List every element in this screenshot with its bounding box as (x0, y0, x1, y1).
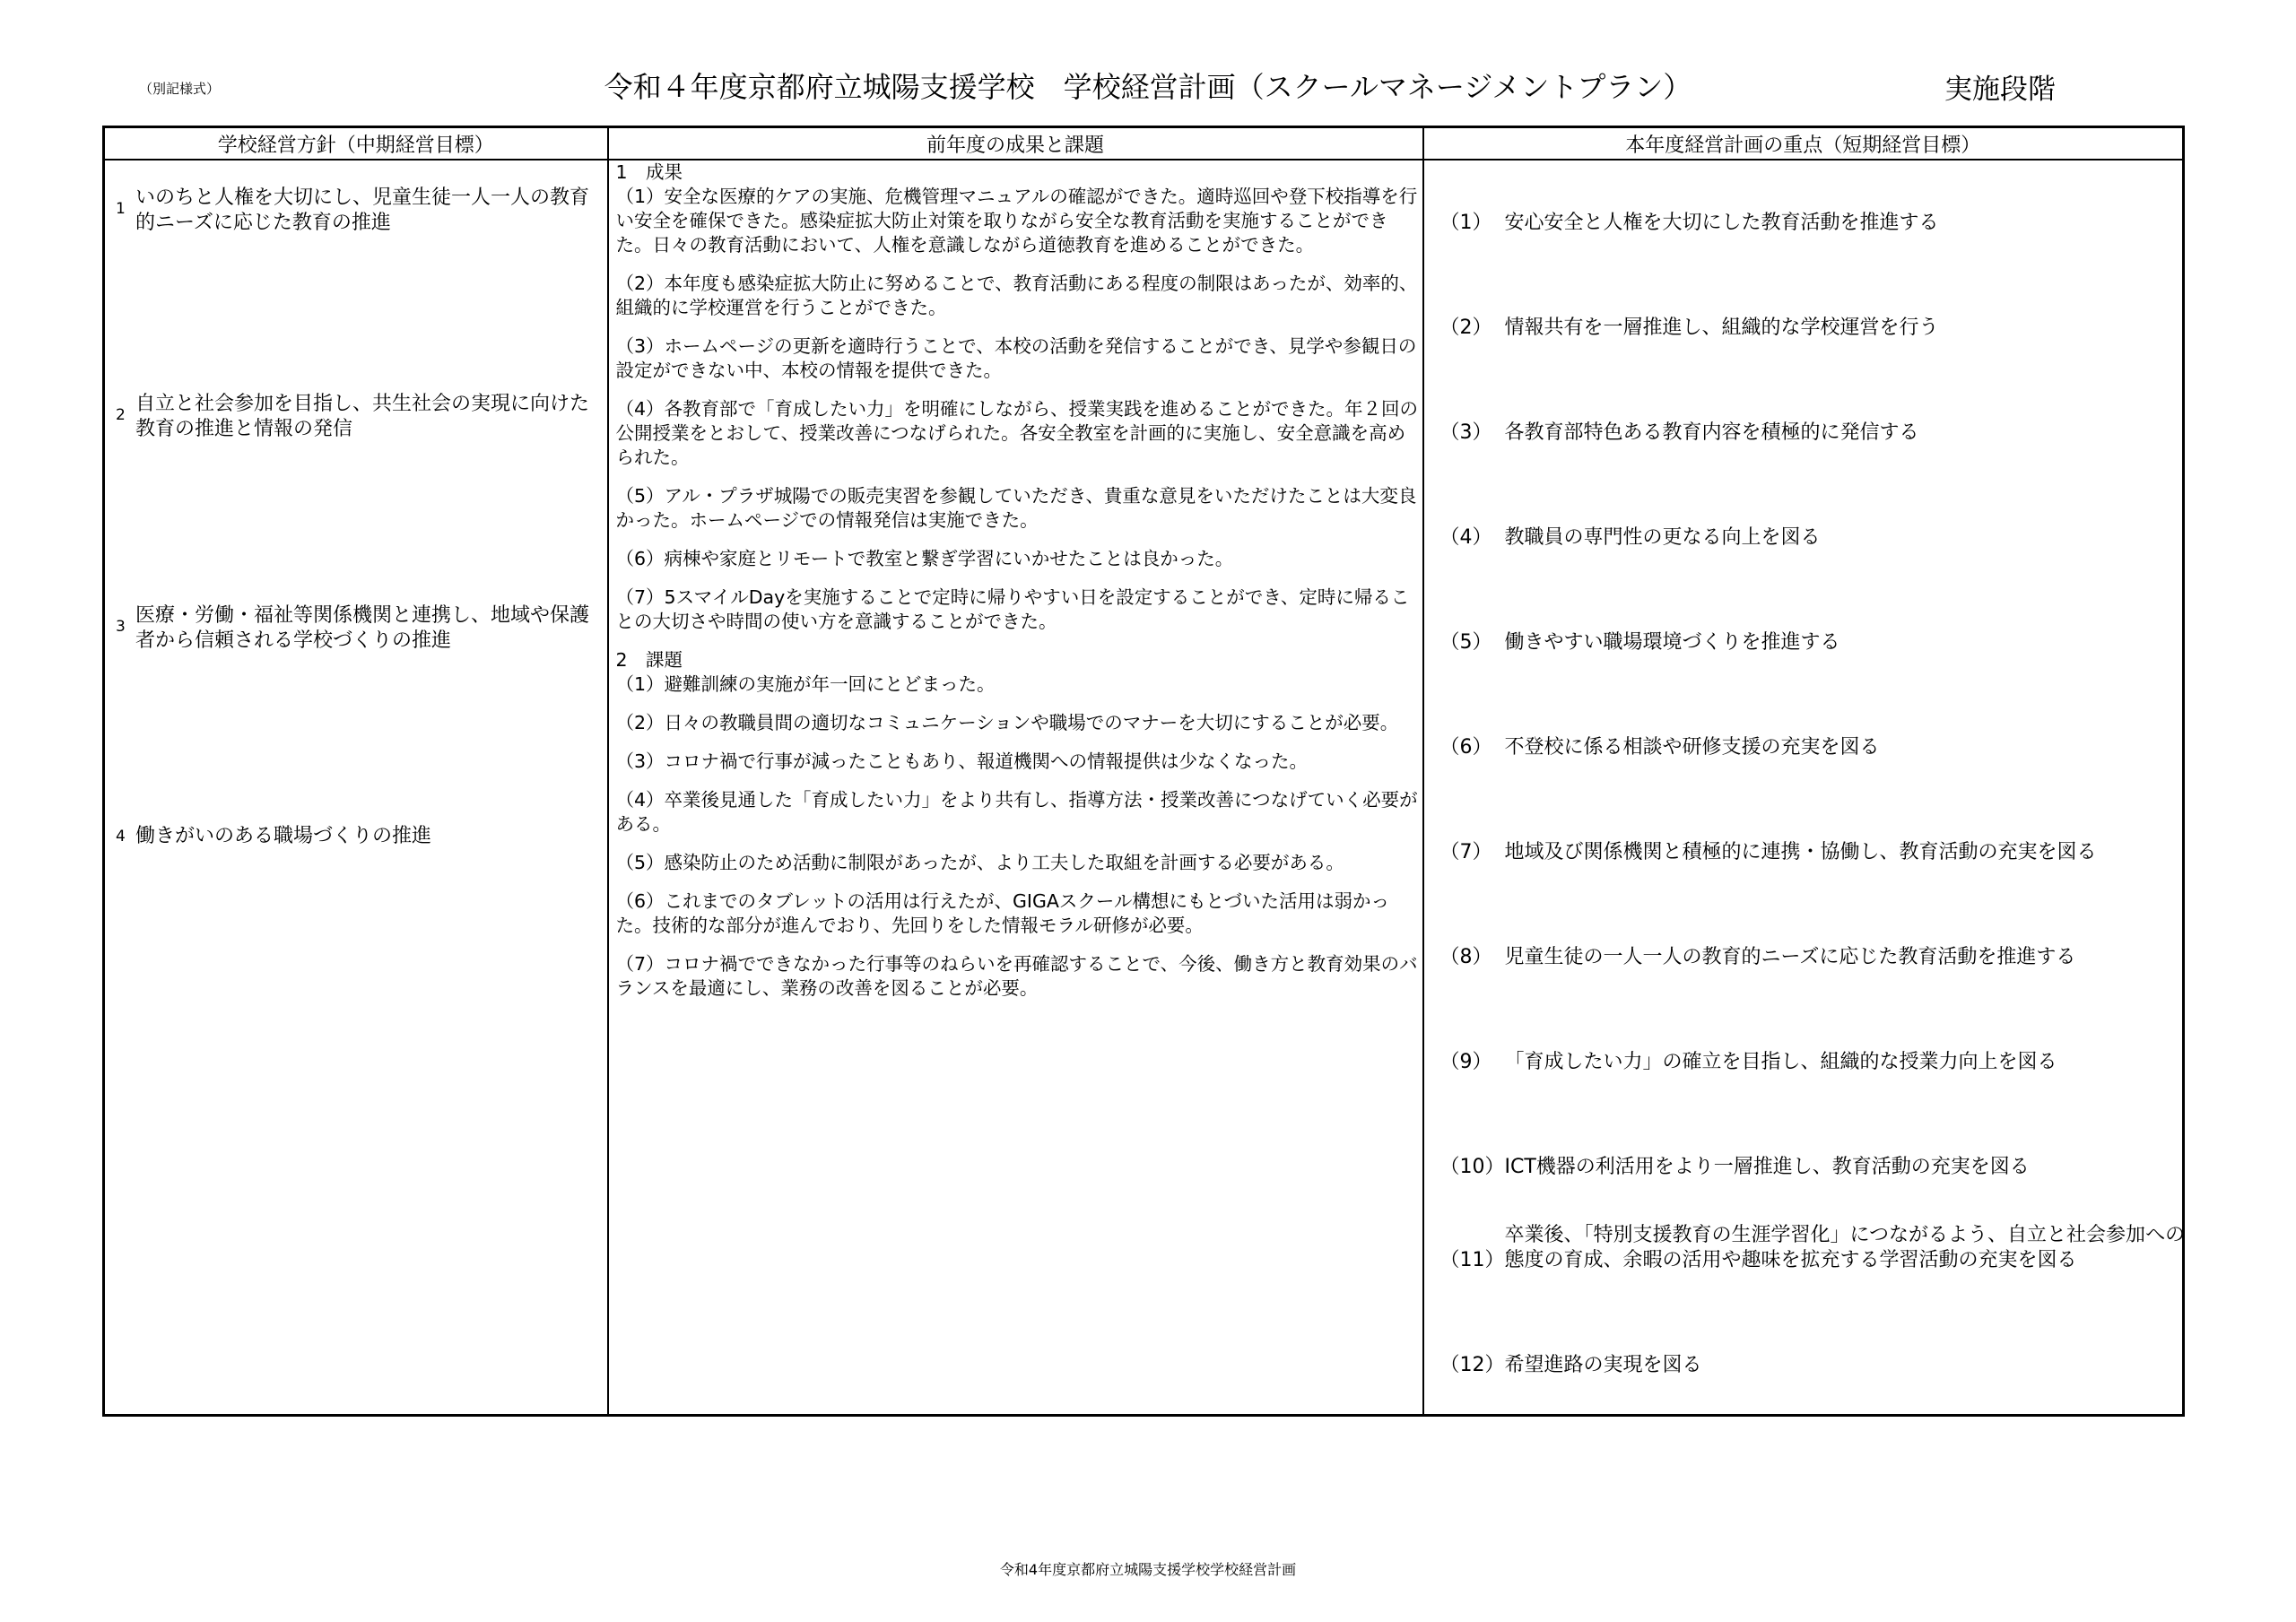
focus-item (1440, 945, 2194, 970)
result-item: （6）病棟や家庭とリモートで教室と繋ぎ学習にいかせたことは良かった。 (615, 548, 1234, 569)
focus-item (1440, 840, 2194, 865)
focus-item (1440, 1050, 2194, 1075)
focus-item (1440, 316, 2194, 341)
stage-label: 実施段階 (1944, 74, 2056, 106)
focus-item (1440, 421, 2194, 446)
issue-item: （2）日々の教職員間の適切なコミュニケーションや職場でのマナーを大切にすることが必要。 (615, 712, 1399, 733)
focus-text: 情報共有を一層推進し、組織的な学校運営を行う (1504, 317, 1939, 339)
review-cell (608, 160, 1423, 1416)
policy-number: 3 (116, 618, 126, 636)
table-header-row (104, 127, 2184, 160)
focus-cell (1423, 160, 2184, 1416)
focus-text: 「育成したい力」の確立を目指し、組織的な授業力向上を図る (1504, 1051, 2057, 1073)
focus-text: 教職員の専門性の更なる向上を図る (1504, 526, 1821, 549)
focus-number: （6） (1439, 736, 1492, 759)
review-content (616, 160, 1419, 1001)
issue-item: （7）コロナ禍でできなかった行事等のねらいを再確認することで、今後、働き方と教育効果のバランスを最適にし、業務の改善を図ることが必要。 (615, 953, 1418, 999)
focus-text: ICT機器の利活用をより一層推進し、教育活動の充実を図る (1504, 1156, 2030, 1178)
focus-number: （2） (1439, 317, 1492, 339)
focus-number: （3） (1439, 421, 1492, 444)
result-item: （3）ホームページの更新を適時行うことで、本校の活動を発信することができ、見学や参観日の設定ができない中、本校の情報を提供できた。 (615, 335, 1417, 381)
column-header-policy: 学校経営方針（中期経営目標） (104, 127, 608, 160)
focus-item (1440, 735, 2194, 760)
results-heading: 1 成果 (615, 161, 683, 183)
policy-text: 働きがいのある職場づくりの推進 (135, 825, 432, 847)
focus-text: 児童生徒の一人一人の教育的ニーズに応じた教育活動を推進する (1504, 946, 2076, 968)
issue-item: （4）卒業後見通した「育成したい力」をより共有し、指導方法・授業改善につなげていく必要がある。 (615, 789, 1418, 835)
issue-item: （1）避難訓練の実施が年一回にとどまった。 (615, 673, 996, 695)
page-footer: 令和4年度京都府立城陽支援学校学校経営計画 (999, 1561, 1297, 1578)
result-item: （4）各教育部で「育成したい力」を明確にしながら、授業実践を進めることができた。年２回の公開授業をとおして、授業改善につなげられた。各安全教室を計画的に実施し、安全意識を高められた。 (615, 398, 1419, 468)
focus-number: （11） (1439, 1249, 1505, 1271)
focus-number: （4） (1439, 526, 1492, 549)
focus-number: （5） (1439, 631, 1492, 654)
issue-item: （6）これまでのタブレットの活用は行えたが、GIGAスクール構想にもとづいた活用は弱かった。技術的な部分が進んでおり、先回りをした情報モラル研修が必要。 (615, 890, 1390, 936)
policy-number: 4 (116, 828, 126, 846)
policy-text: 医療・労働・福祉等関係機関と連携し、地域や保護者から信頼される学校づくりの推進 (135, 604, 590, 652)
focus-number: （8） (1439, 946, 1492, 968)
focus-item (1440, 1353, 2194, 1378)
focus-text: 各教育部特色ある教育内容を積極的に発信する (1504, 421, 1919, 444)
policy-item (116, 824, 600, 849)
focus-text: 働きやすい職場環境づくりを推進する (1504, 631, 1840, 654)
column-header-review: 前年度の成果と課題 (608, 127, 1423, 160)
policy-cell (104, 160, 608, 1416)
issues-heading: 2 課題 (615, 649, 683, 671)
focus-number: （9） (1439, 1051, 1492, 1073)
policy-text: 自立と社会参加を目指し、共生社会の実現に向けた教育の推進と情報の発信 (135, 393, 590, 440)
table-body-row (104, 160, 2184, 1416)
focus-text: 不登校に係る相談や研修支援の充実を図る (1504, 736, 1880, 759)
focus-item (1440, 525, 2194, 551)
focus-number: （10） (1439, 1156, 1505, 1178)
result-item: （5）アル・プラザ城陽での販売実習を参観していただき、貴重な意見をいただけたことは大変良かった。ホームページでの情報発信は実施できた。 (615, 485, 1417, 531)
document-title: 令和４年度京都府立城陽支援学校 学校経営計画（スクールマネージメントプラン） (604, 70, 1692, 104)
form-note: （別記様式） (139, 81, 221, 97)
focus-item (1440, 1155, 2194, 1180)
policy-number: 2 (116, 406, 126, 424)
focus-item (1440, 1223, 2194, 1273)
focus-text: 地域及び関係機関と積極的に連携・協働し、教育活動の充実を図る (1504, 841, 2097, 863)
policy-item (116, 392, 600, 442)
focus-item (1440, 211, 2194, 236)
policy-item (116, 186, 600, 236)
issue-item: （5）感染防止のため活動に制限があったが、より工夫した取組を計画する必要がある。 (615, 852, 1344, 873)
focus-text: 卒業後、「特別支援教育の生涯学習化」につながるよう、自立と社会参加への態度の育成、余暇の活用や趣味を拡充する学習活動の充実を図る (1504, 1224, 2186, 1271)
column-header-focus: 本年度経営計画の重点（短期経営目標） (1423, 127, 2184, 160)
focus-text: 安心安全と人権を大切にした教育活動を推進する (1504, 212, 1939, 234)
focus-text: 希望進路の実現を図る (1504, 1354, 1702, 1376)
focus-number: （1） (1439, 212, 1492, 234)
result-item: （2）本年度も感染症拡大防止に努めることで、教育活動にある程度の制限はあったが、効率的、組織的に学校運営を行うことができた。 (615, 273, 1418, 318)
issue-item: （3）コロナ禍で行事が減ったこともあり、報道機関への情報提供は少なくなった。 (615, 750, 1309, 772)
policy-text: いのちと人権を大切にし、児童生徒一人一人の教育的ニーズに応じた教育の推進 (135, 186, 590, 234)
policy-number: 1 (116, 200, 126, 218)
management-plan-table (102, 126, 2185, 1417)
focus-number: （7） (1439, 841, 1492, 863)
focus-number: （12） (1439, 1354, 1505, 1376)
policy-item (116, 603, 600, 654)
result-item: （1）安全な医療的ケアの実施、危機管理マニュアルの確認ができた。適時巡回や登下校指導を行い安全を確保できた。感染症拡大防止対策を取りながら安全な教育活動を実施することができた。日々の教育活動において、人権を意識しながら道徳教育を進めることができた。 (615, 186, 1418, 256)
focus-item (1440, 630, 2194, 655)
result-item: （7）5スマイルDayを実施することで定時に帰りやすい日を設定することができ、定時に帰ることの大切さや時間の使い方を意識することができた。 (615, 586, 1410, 632)
